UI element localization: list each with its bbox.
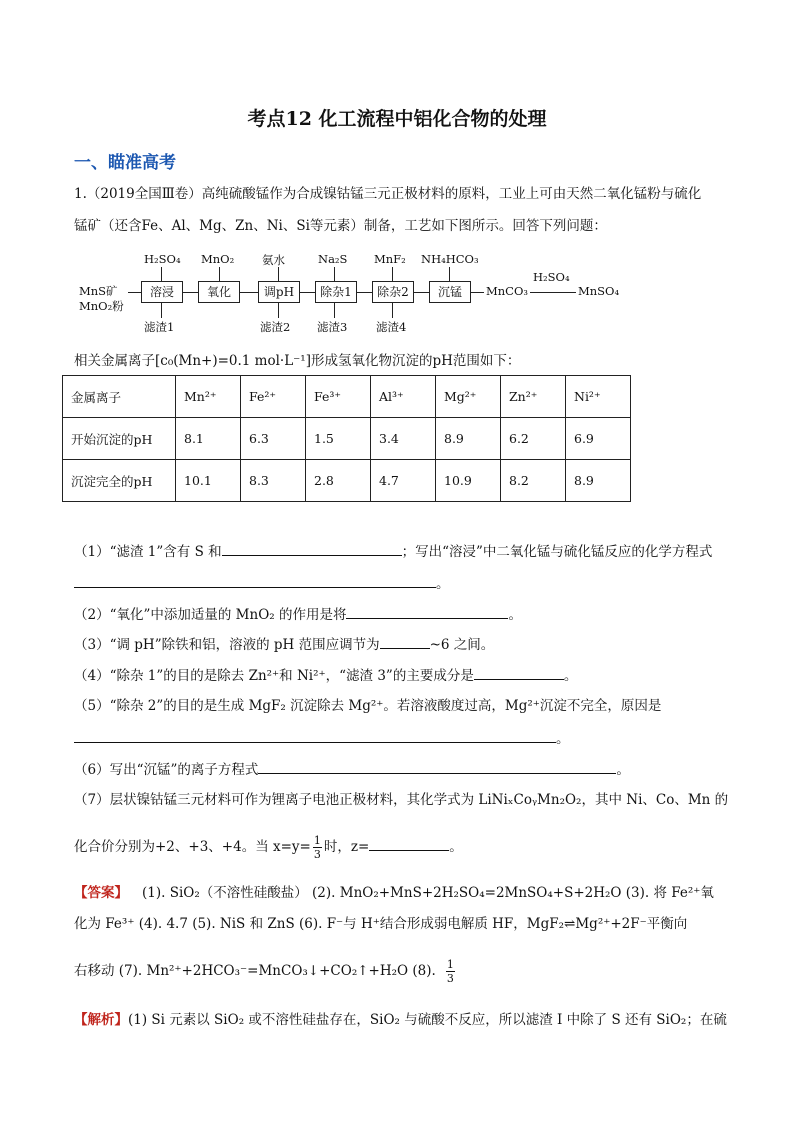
flow-arrow [392,267,393,281]
step-box-4: 除杂1 [315,281,357,303]
question-5: （5）“除杂 2”的目的是生成 MgF₂ 沉淀除去 Mg²⁺。若溶液酸度过高，Mg²⁺沉淀不完全，原因是 [74,698,662,714]
flow-arrow [470,292,484,293]
step-box-2: 氧化 [198,281,240,303]
question-3 [74,634,494,655]
table-cell: 2.8 [306,460,371,502]
question-2 [74,604,522,625]
table-header-cell: Fe²⁺ [241,376,306,418]
flow-arrow [334,303,335,318]
question-6-text: （6）写出“沉锰”的离子方程式 [74,762,259,778]
punct: 。 [556,731,570,747]
table-cell: 8.2 [501,460,566,502]
product-mnco3: MnCO₃ [486,284,529,298]
flow-arrow [334,267,335,281]
flow-arrow [392,303,393,318]
flow-arrow [219,267,220,281]
answer-blank [380,634,430,649]
question-3-text-b: ~6 之间。 [429,637,495,653]
question-5-line-2 [74,728,570,749]
table-cell: 6.2 [501,418,566,460]
fraction-denominator: 3 [446,972,454,985]
table-cell: 8.9 [566,460,631,502]
punct: 。 [449,839,463,855]
table-row [63,460,631,502]
residue-3: 滤渣3 [317,320,348,334]
question-6 [74,759,630,780]
question-1-line-1 [74,541,712,562]
question-1-line-2 [74,573,450,594]
table-cell: 开始沉淀的pH [63,418,176,460]
flow-arrow [278,303,279,318]
flow-arrow [239,292,258,293]
punct: 。 [616,762,630,778]
question-4 [74,665,577,686]
question-4-text: （4）“除杂 1”的目的是除去 Zn²⁺和 Ni²⁺，“滤渣 3”的主要成分是 [74,668,474,684]
answer-blank [369,836,449,851]
flow-arrow [182,292,198,293]
answer-blank [474,665,564,680]
analysis-line [74,1010,727,1030]
fraction-denominator: 3 [313,848,321,861]
flow-arrow [278,267,279,281]
answer-line-1 [74,883,714,903]
flow-arrow [413,292,429,293]
fraction [446,958,455,985]
flow-arrow [356,292,372,293]
table-row [63,418,631,460]
table-cell: 6.3 [241,418,306,460]
table-header-cell: Mg²⁺ [436,376,501,418]
reagent-6: NH₄HCO₃ [421,252,479,266]
table-row [63,376,631,418]
question-7-line-2 [74,834,463,861]
punct: 。 [436,576,450,592]
reagent-2: MnO₂ [201,252,235,266]
table-header-cell: Mn²⁺ [176,376,241,418]
question-7: （7）层状镍钴锰三元材料可作为锂离子电池正极材料，其化学式为 LiNiₓCoᵧMn₂O₂，其中 Ni、Co、Mn 的 [74,792,729,808]
step-box-5: 除杂2 [372,281,414,303]
answer-blank [222,541,402,556]
question-intro-line-1: 1.（2019全国Ⅲ卷）高纯硫酸锰作为合成镍钴锰三元正极材料的原料，工业上可由天然二氧化锰粉与硫化 [74,186,702,202]
analysis-label: 【解析】 [74,1012,128,1028]
question-7-text-b: 化合价分别为+2、+3、+4。当 x=y= [74,839,311,855]
fraction [313,834,322,861]
residue-4: 滤渣4 [376,320,407,334]
table-header-cell: Ni²⁺ [566,376,631,418]
input-mno2: MnO₂粉 [79,299,124,313]
table-cell: 3.4 [371,418,436,460]
step-box-6: 沉锰 [429,281,471,303]
answer-text-1: (1). SiO₂（不溶性硅酸盐） (2). MnO₂+MnS+2H₂SO₄=2MnSO₄+S+2H₂O (3). 将 Fe²⁺氧 [142,885,714,901]
table-intro: 相关金属离子[c₀(Mn+)=0.1 mol·L⁻¹]形成氢氧化物沉淀的pH范围如下： [74,353,521,369]
flow-arrow [128,292,141,293]
ph-table [62,375,631,502]
answer-line-3 [74,958,457,985]
step-box-1: 溶浸 [141,281,183,303]
table-cell: 沉淀完全的pH [63,460,176,502]
reagent-4: Na₂S [318,252,348,266]
fraction-numerator: 1 [313,834,321,847]
flow-arrow [161,267,162,281]
step-box-3: 调pH [258,281,300,303]
answer-text-3: 右移动 (7). Mn²⁺+2HCO₃⁻=MnCO₃↓+CO₂↑+H₂O (8). [74,963,436,979]
table-cell: 1.5 [306,418,371,460]
punct: 。 [508,607,522,623]
table-cell: 10.1 [176,460,241,502]
residue-2: 滤渣2 [260,320,291,334]
flow-arrow [161,303,162,318]
punct: 。 [563,668,578,684]
arrow-reagent-h2so4: H₂SO₄ [533,270,570,284]
table-cell: 6.9 [566,418,631,460]
flow-arrow [449,267,450,281]
table-header-cell: 金属离子 [63,376,176,418]
answer-line-2: 化为 Fe³⁺ (4). 4.7 (5). NiS 和 ZnS (6). F⁻与 H⁺结合形成弱电解质 HF，MgF₂⇌Mg²⁺+2F⁻平衡向 [74,916,688,932]
question-3-text: （3）“调 pH”除铁和铝，溶液的 pH 范围应调节为 [74,637,380,653]
table-header-cell: Al³⁺ [371,376,436,418]
answer-blank [74,728,556,743]
answer-blank [74,573,436,588]
section-heading: 一、瞄准高考 [74,153,176,173]
flow-arrow [299,292,315,293]
answer-label: 【答案】 [74,885,128,901]
answer-blank [258,759,616,774]
question-2-text: （2）“氧化”中添加适量的 MnO₂ 的作用是将 [74,607,347,623]
table-cell: 8.1 [176,418,241,460]
reagent-3: 氨水 [262,253,285,267]
table-cell: 4.7 [371,460,436,502]
page-title: 考点12 化工流程中铝化合物的处理 [247,108,547,130]
table-header-cell: Fe³⁺ [306,376,371,418]
table-cell: 8.9 [436,418,501,460]
input-mns: MnS矿 [79,284,118,298]
question-1-text-b: ；写出“溶浸”中二氧化锰与硫化锰反应的化学方程式 [401,544,713,560]
fraction-numerator: 1 [446,958,454,971]
flow-arrow [530,292,576,293]
reagent-1: H₂SO₄ [144,252,181,266]
table-cell: 8.3 [241,460,306,502]
table-header-cell: Zn²⁺ [501,376,566,418]
table-cell: 10.9 [436,460,501,502]
product-mnso4: MnSO₄ [578,284,620,298]
residue-1: 滤渣1 [144,320,175,334]
reagent-5: MnF₂ [374,252,406,266]
question-1-text: （1）“滤渣 1”含有 S 和 [74,544,222,560]
analysis-text: (1) Si 元素以 SiO₂ 或不溶性硅盐存在，SiO₂ 与硫酸不反应，所以滤渣 I 中除了 S 还有 SiO₂；在硫 [128,1012,727,1028]
question-7-text-c: 时，z= [323,839,370,855]
question-intro-line-2: 锰矿（还含Fe、Al、Mg、Zn、Ni、Si等元素）制备，工艺如下图所示。回答下列问题： [74,218,607,234]
answer-blank [346,604,508,619]
